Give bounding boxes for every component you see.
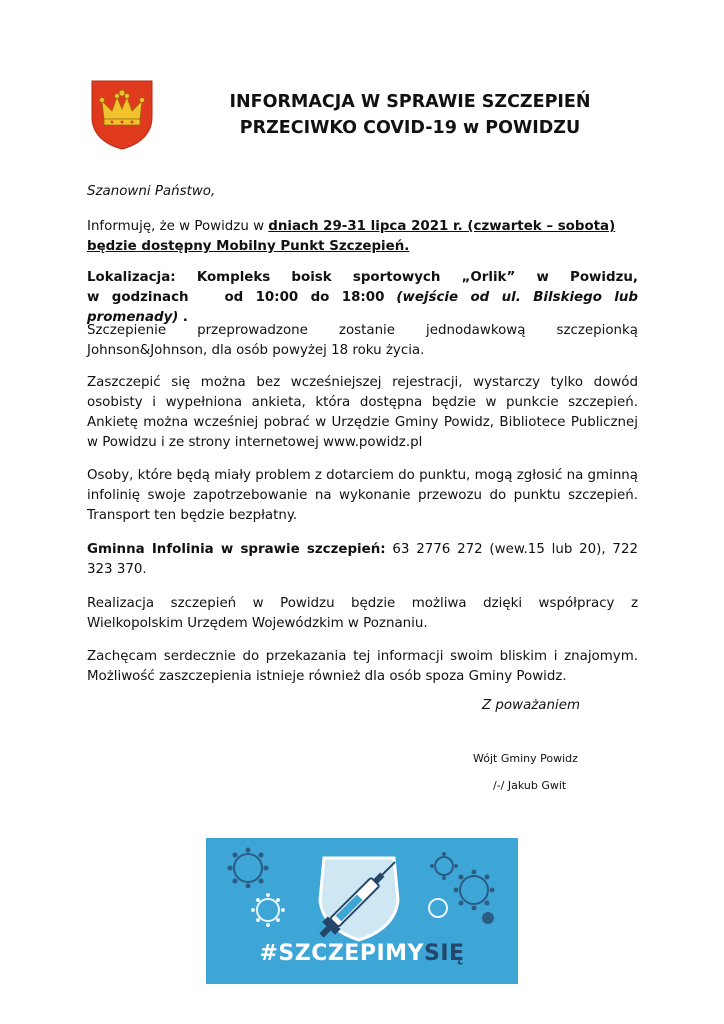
paragraph-cooperation: Realizacja szczepień w Powidzu będzie możliwa dzięki współpracy z Wielkopolskim Urzędem Wojewódzkim w Poznaniu. [87, 596, 638, 631]
paragraph-location [87, 268, 638, 328]
closing: Z poważaniem [482, 698, 581, 713]
banner-hashtag-accent: SIĘ [423, 941, 465, 966]
hours-value: od 10:00 do 18:00 [224, 290, 385, 305]
paragraph-dates [87, 217, 638, 257]
mobile-point-announcement: będzie dostępny Mobilny Punkt Szczepień. [87, 239, 410, 254]
signature-name: /-/ Jakub Gwit [493, 779, 567, 792]
location-line [87, 268, 638, 288]
banner-hashtag-main: #SZCZEPIMY [259, 941, 424, 966]
paragraph-hotline [87, 540, 638, 580]
coat-of-arms-icon [90, 79, 154, 151]
title-line-1: INFORMACJA W SPRAWIE SZCZEPIEŃ [229, 92, 591, 112]
greeting: Szanowni Państwo, [87, 184, 216, 199]
hotline-phones: 63 2776 272 (wew.15 lub 20), 722 323 370. [87, 542, 638, 577]
paragraph-vaccine [87, 321, 638, 361]
paragraph-transport: Osoby, które będą miały problem z dotarciem do punktu, mogą zgłosić na gminną infolinię swoje zapotrzebowanie na wykonanie przewozu do punktu szczepień. Transport ten będzie bezpłatny. [87, 468, 638, 523]
dates-highlight: dniach 29-31 lipca 2021 r. (czwartek – sobota) [268, 219, 616, 234]
banner-hashtag [206, 941, 518, 966]
entrance-note: (wejście od ul. Bilskiego lub promenady) [87, 290, 639, 325]
title-line-2: PRZECIWKO COVID-19 w POWIDZU [239, 118, 581, 138]
hours-label: w godzinach [87, 290, 189, 305]
vaccination-banner [206, 838, 518, 984]
paragraph-encouragement: Zachęcam serdecznie do przekazania tej informacji swoim bliskim i znajomym. Możliwość zaszczepienia istnieje również dla osób spoza Gminy Powidz. [87, 649, 638, 684]
location-label: Lokalizacja: [87, 270, 176, 285]
vaccine-line-1: Szczepienie przeprowadzone zostanie jednodawkową szczepionką [87, 323, 638, 338]
hotline-label: Gminna Infolinia w sprawie szczepień: [87, 542, 386, 557]
vaccine-line-2: Johnson&Johnson, dla osób powyżej 18 roku życia. [87, 343, 425, 358]
document-title [160, 89, 660, 141]
signature-role: Wójt Gminy Powidz [473, 752, 578, 765]
paragraph-registration: Zaszczepić się można bez wcześniejszej rejestracji, wystarczy tylko dowód osobisty i wypełniona ankieta, która dostępna będzie w punkcie szczepień. Ankietę można wcześniej pobrać w Urzędzie Gminy Powidz, Bibliotece Publicznej w Powidzu i ze strony internetowej www.powidz.pl [87, 375, 638, 450]
location-end: . [182, 310, 188, 325]
location-place: Kompleks boisk sportowych „Orlik” w Powidzu, [196, 270, 638, 285]
dates-intro: Informuję, że w Powidzu w [87, 219, 269, 234]
